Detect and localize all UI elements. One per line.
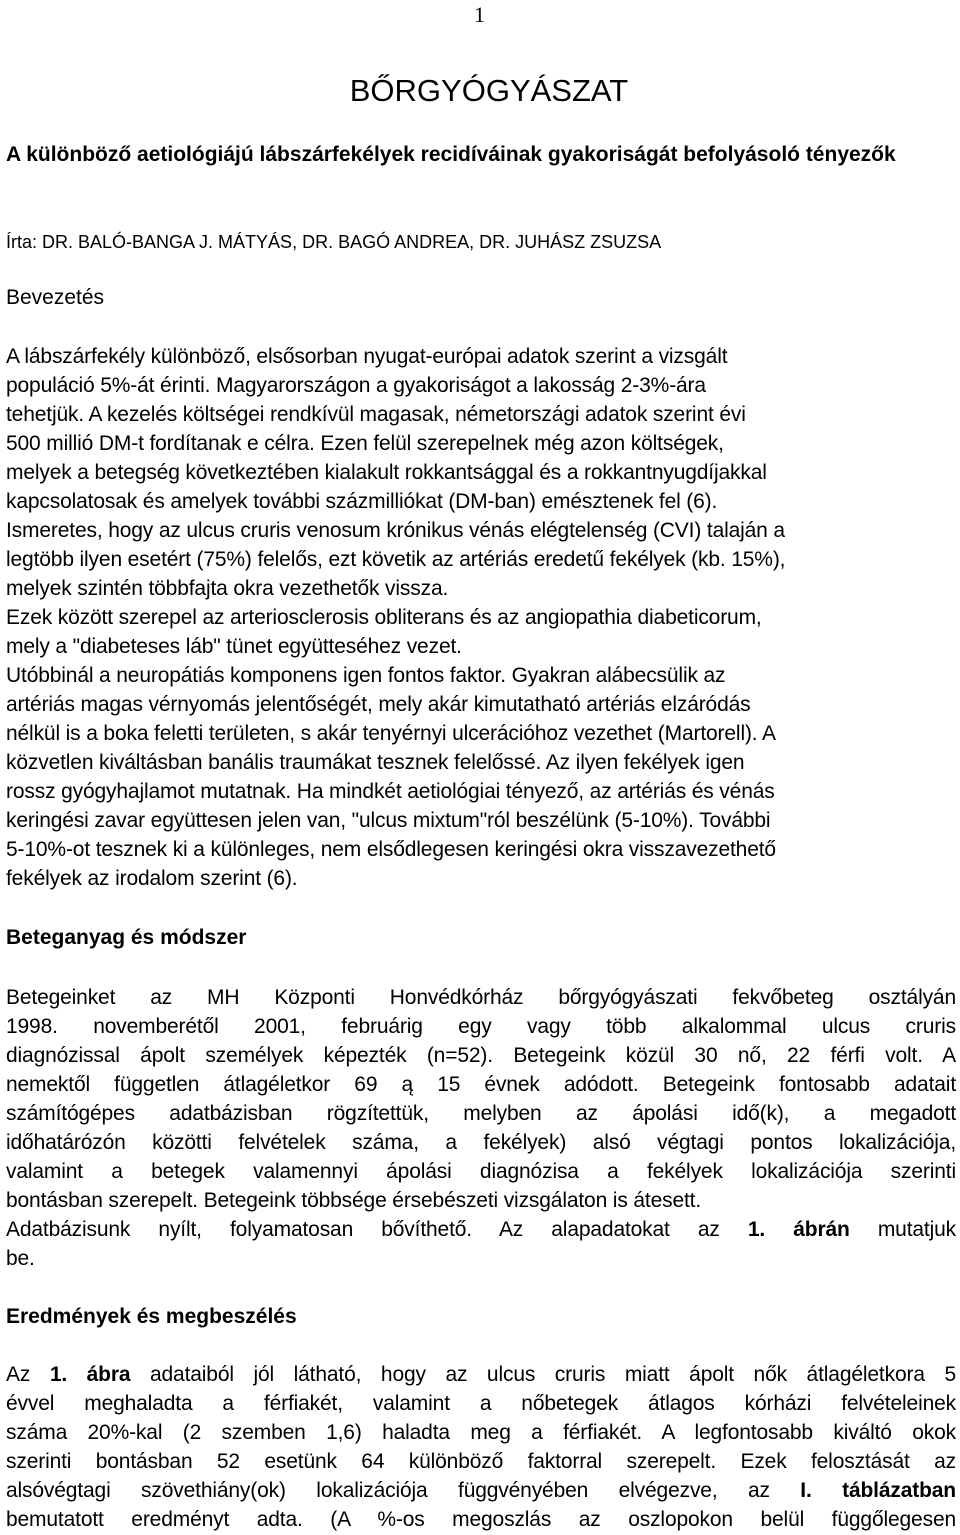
page-number: 1 [474,2,485,27]
text-line: közvetlen kiváltásban banális traumákat tesznek felelőssé. Az ilyen fekélyek igen [6,751,745,774]
results-heading: Eredmények és megbeszélés [6,1305,297,1328]
text-line [6,1476,956,1505]
text-line: nélkül is a boka feletti területen, s akár tenyérnyi ulcerációhoz vezethet (Martorell). A [6,722,776,745]
text-line: évvel meghaladta a férfiakét, valamint a nőbetegek átlagos kórházi felvételeinek [6,1392,956,1415]
text-line: melyek a betegség következtében kialakult rokkantsággal és a rokkantnyugdíjakkal [6,461,767,484]
text-line: mely a "diabeteses láb" tünet együtteséhez vezet. [6,635,462,658]
section-title: BŐRGYÓGYÁSZAT [349,73,629,108]
text-fragment: mutatjuk [849,1218,957,1241]
text-line: fekélyek az irodalom szerint (6). [6,867,298,890]
text-line: be. [6,1247,35,1270]
text-line: időhatárózón közötti felvételek száma, a fekélyek) alsó végtagi pontos lokalizációja, [6,1131,956,1154]
article-title: A különböző aetiológiájú lábszárfekélyek recidíváinak gyakoriságát befolyásoló tényezők [6,143,896,166]
text-line: tehetjük. A kezelés költségei rendkívül magasak, németországi adatok szerint évi [6,403,746,426]
methods-paragraph [6,983,956,1273]
text-line: 5-10%-ot tesznek ki a különleges, nem elsődlegesen keringési okra visszavezethető [6,838,776,861]
figure-reference: 1. ábra [49,1363,131,1386]
results-paragraph [6,1360,956,1534]
text-line: valamint a betegek valamennyi ápolási diagnózisa a fekélyek lokalizációja szerinti [6,1160,956,1183]
text-line: Utóbbinál a neuropátiás komponens igen fontos faktor. Gyakran alábecsülik az [6,664,726,687]
text-line: keringési zavar együttesen jelen van, "ulcus mixtum"ról beszélünk (5-10%). További [6,809,771,832]
text-line [6,1215,956,1244]
authors-line: Írta: DR. BALÓ-BANGA J. MÁTYÁS, DR. BAGÓ ANDREA, DR. JUHÁSZ ZSUZSA [6,232,662,252]
text-line: szerinti bontásban 52 esetünk 64 különböző faktorral szerepelt. Ezek felosztását az [6,1450,956,1473]
text-line: számítógépes adatbázisban rögzítettük, melyben az ápolási idő(k), a megadott [6,1102,956,1125]
text-line: populáció 5%-át érinti. Magyarországon a gyakoriságot a lakosság 2-3%-ára [6,374,706,397]
text-fragment: Az [6,1363,50,1386]
text-line: rossz gyógyhajlamot mutatnak. Ha mindkét aetiológiai tényező, az artériás és vénás [6,780,775,803]
intro-paragraph [6,342,956,893]
figure-reference: 1. ábrán [747,1218,850,1241]
text-line: A lábszárfekély különböző, elsősorban nyugat-európai adatok szerint a vizsgált [6,345,728,368]
text-line: száma 20%-kal (2 szemben 1,6) haladta meg a férfiakét. A legfontosabb kiváltó okok [6,1421,956,1444]
text-fragment: Adatbázisunk nyílt, folyamatosan bővíthető. Az alapadatokat az [6,1218,720,1241]
text-line: Betegeinket az MH Központi Honvédkórház bőrgyógyászati fekvőbeteg osztályán [6,986,956,1009]
text-line: Ismeretes, hogy az ulcus cruris venosum krónikus vénás elégtelenség (CVI) talaján a [6,519,785,542]
table-reference: I. táblázatban [800,1479,956,1502]
intro-heading: Bevezetés [6,286,105,309]
text-line: melyek szintén többfajta okra vezethetők vissza. [6,577,449,600]
text-line: Ezek között szerepel az arteriosclerosis obliterans és az angiopathia diabeticorum, [6,606,762,629]
text-line: legtöbb ilyen esetért (75%) felelős, ezt követik az artériás eredetű fekélyek (kb. 15%), [6,548,786,571]
text-line: bemutatott eredményt adta. (A %-os megoszlás az oszlopokon belül függőlegesen [6,1508,956,1531]
text-fragment: alsóvégtagi szövethiány(ok) lokalizációja függvényében elvégezve, az [6,1479,801,1502]
text-line: 500 millió DM-t fordítanak e célra. Ezen felül szerepelnek még azon költségek, [6,432,724,455]
text-line: bontásban szerepelt. Betegeink többsége érsebészeti vizsgálaton is átesett. [6,1189,702,1212]
text-line: artériás magas vérnyomás jelentőségét, mely akár kimutatható artériás elzáródás [6,693,751,716]
text-line: nemektől független átlagéletkor 69 ą 15 évnek adódott. Betegeink fontosabb adatait [6,1073,956,1096]
text-line: kapcsolatosak és amelyek további százmilliókat (DM-ban) emésztenek fel (6). [6,490,718,513]
methods-heading: Beteganyag és módszer [6,926,247,949]
text-fragment: adataiból jól látható, hogy az ulcus cruris miatt ápolt nők átlagéletkora 5 [130,1363,956,1386]
text-line: diagnózissal ápolt személyek képezték (n=52). Betegeink közül 30 nő, 22 férfi volt. A [6,1044,956,1067]
text-line: 1998. novemberétől 2001, februárig egy vagy több alkalommal ulcus cruris [6,1015,956,1038]
text-line [6,1360,956,1389]
